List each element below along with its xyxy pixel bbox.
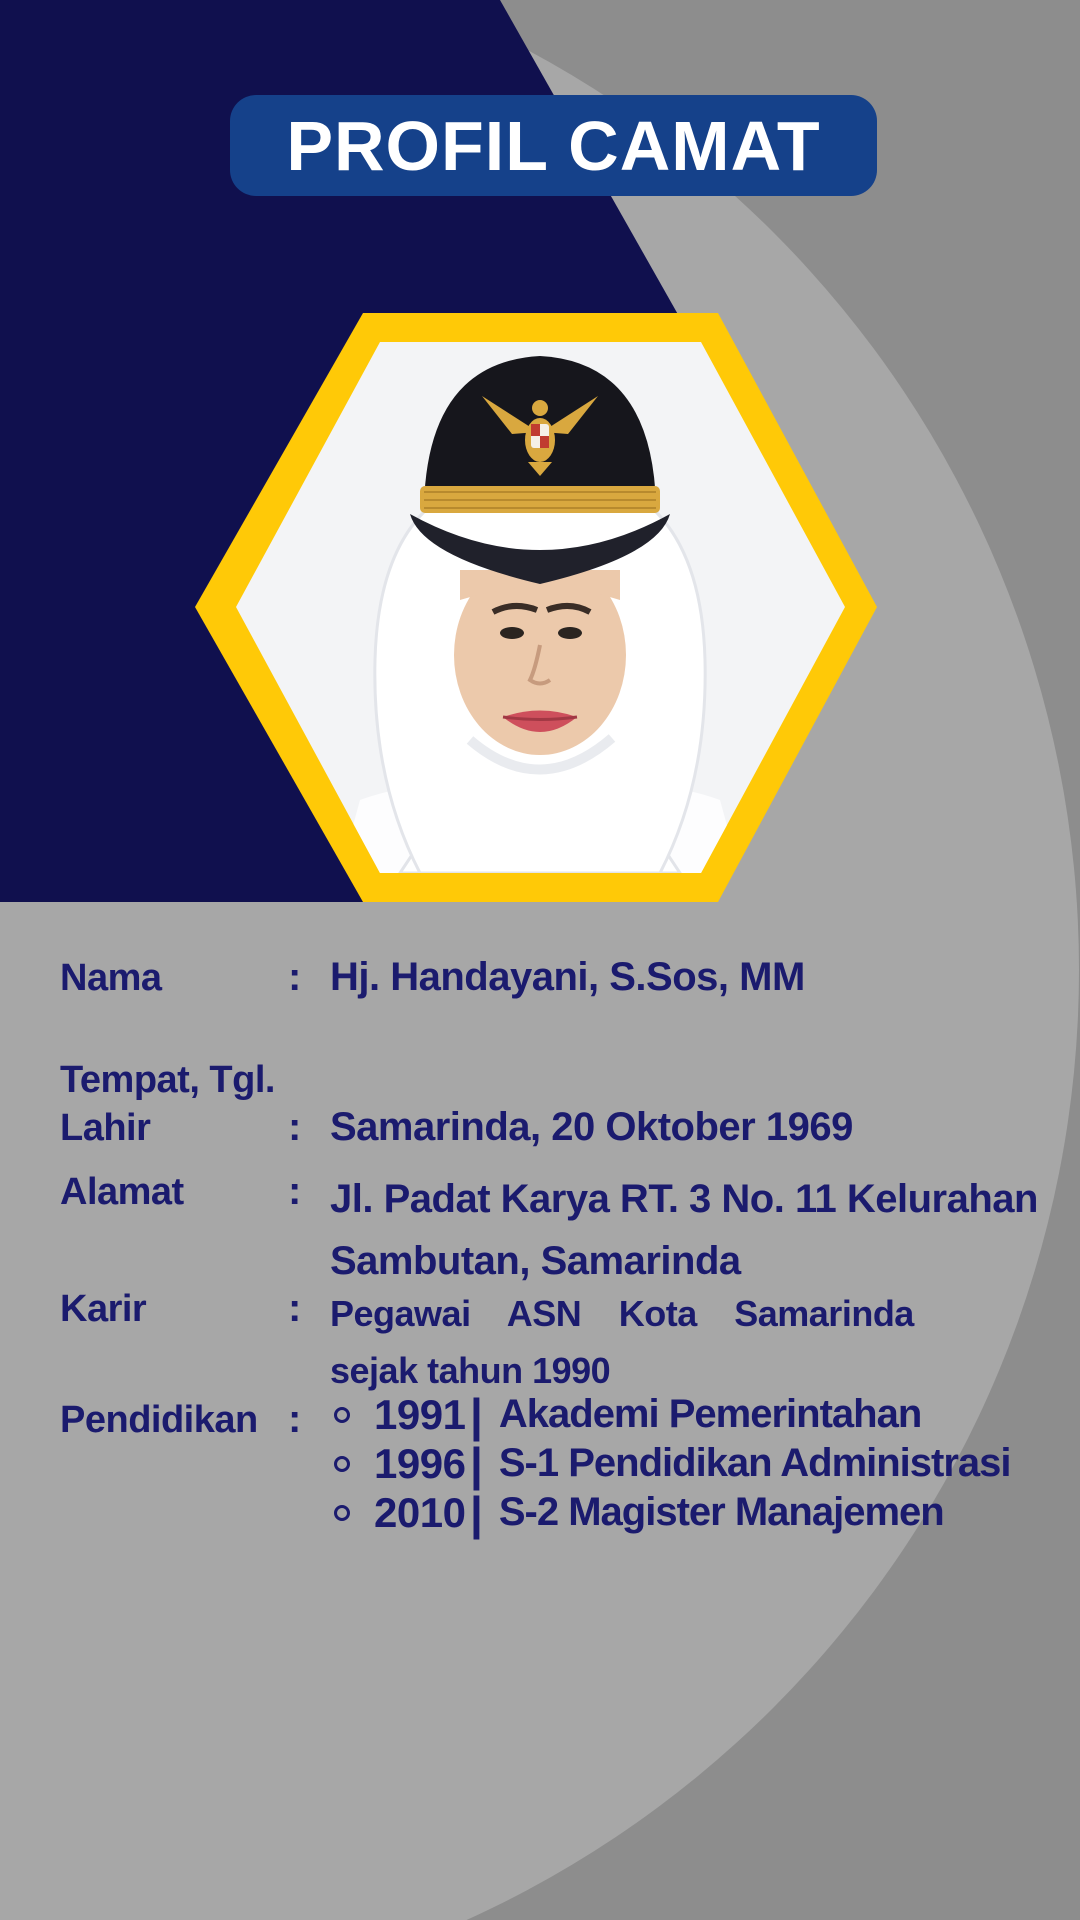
field-value: Samarinda, 20 Oktober 1969 (330, 1105, 853, 1149)
field-value-line: Sambutan, Samarinda (330, 1239, 741, 1283)
field-value-line: Pegawai ASN Kota Samarinda (330, 1293, 914, 1334)
education-year: 2010 (374, 1488, 466, 1536)
education-year: 1991 (374, 1390, 466, 1438)
education-item (330, 1439, 1011, 1488)
education-desc: S-2 Magister Manajemen (498, 1490, 944, 1534)
field-separator: : (288, 955, 302, 999)
field-value-line: Jl. Padat Karya RT. 3 No. 11 Kelurahan (330, 1177, 1038, 1221)
field-label-line: Lahir (60, 1107, 151, 1149)
education-item (330, 1488, 1011, 1537)
title-badge (230, 95, 877, 196)
field-value-line: sejak tahun 1990 (330, 1350, 611, 1391)
title-badge-label: PROFIL CAMAT (286, 106, 821, 185)
field-value (330, 1168, 1038, 1292)
circle-bullet-icon (334, 1456, 350, 1472)
education-desc: S-1 Pendidikan Administrasi (498, 1441, 1011, 1485)
education-divider: | (470, 1437, 483, 1490)
education-year: 1996 (374, 1439, 466, 1487)
education-divider: | (470, 1388, 483, 1441)
field-value: Hj. Handayani, S.Sos, MM (330, 955, 805, 999)
field-separator: : (288, 1169, 302, 1213)
field-value (330, 1285, 914, 1399)
education-desc: Akademi Pemerintahan (498, 1392, 922, 1436)
education-list (330, 1390, 1011, 1537)
field-separator: : (288, 1397, 302, 1441)
circle-bullet-icon (334, 1505, 350, 1521)
field-label (60, 1056, 275, 1152)
education-divider: | (470, 1486, 483, 1539)
field-separator: : (288, 1105, 302, 1149)
field-label: Karir (60, 1288, 147, 1330)
field-label: Pendidikan (60, 1399, 258, 1441)
field-label: Alamat (60, 1171, 184, 1213)
education-item (330, 1390, 1011, 1439)
circle-bullet-icon (334, 1407, 350, 1423)
field-label: Nama (60, 957, 162, 999)
field-separator: : (288, 1286, 302, 1330)
field-label-line: Tempat, Tgl. (60, 1059, 275, 1101)
